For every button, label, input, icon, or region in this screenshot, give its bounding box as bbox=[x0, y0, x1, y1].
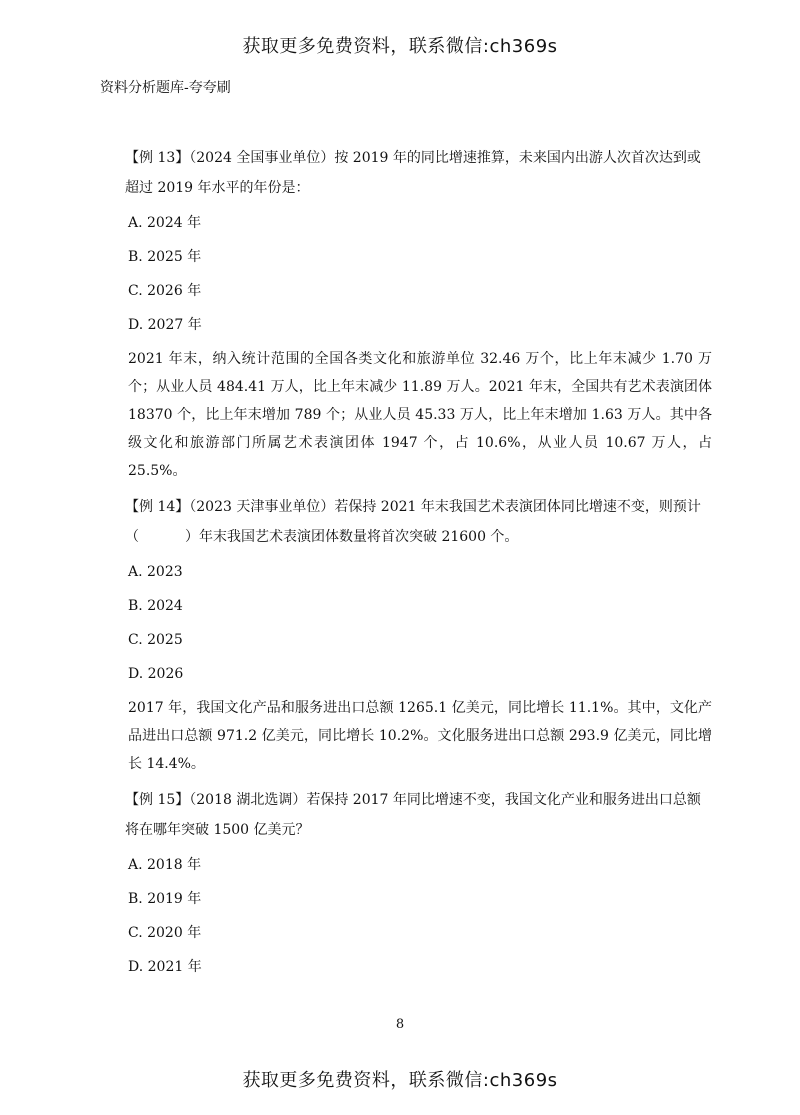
question-14-label: 【例 14】 bbox=[125, 499, 190, 515]
question-14-text-b: ）年末我国艺术表演团体数量将首次突破 21600 个。 bbox=[185, 529, 519, 545]
q14-option-b: B. 2024 bbox=[128, 598, 183, 614]
q13-option-a: A. 2024 年 bbox=[128, 215, 202, 231]
page-content bbox=[125, 143, 712, 987]
passage-culture-tourism: 2021 年末，纳入统计范围的全国各类文化和旅游单位 32.46 万个，比上年末减少 1.70 万个；从业人员 484.41 万人，比上年末减少 11.89 万人。2021 年末，全国共有艺术表演团体 18370 个，比上年末增加 789 个；从业人员 45.33 万人，比上年末增加 1.63 万人。其中各级文化和旅游部门所属艺术表演团体 1947 个，占 10.6%，从业人员 10.67 万人，占 25.5%。 bbox=[128, 351, 712, 479]
question-15-label: 【例 15】 bbox=[125, 792, 190, 808]
passage-cultural-trade: 2017 年，我国文化产品和服务进出口总额 1265.1 亿美元，同比增长 11.1%。其中，文化产品进出口总额 971.2 亿美元，同比增长 10.2%。文化服务进出口总额 293.9 亿美元，同比增长 14.4%。 bbox=[128, 700, 712, 772]
q13-option-c: C. 2026 年 bbox=[128, 283, 202, 299]
subheader: 资料分析题库-夸夸刷 bbox=[100, 80, 231, 96]
q15-option-a: A. 2018 年 bbox=[128, 857, 202, 873]
q13-option-d: D. 2027 年 bbox=[128, 317, 202, 333]
question-13-label: 【例 13】 bbox=[125, 150, 190, 166]
question-15-text: （2018 湖北选调）若保持 2017 年同比增速不变，我国文化产业和服务进出口总额将在哪年突破 1500 亿美元？ bbox=[125, 792, 701, 838]
page-number: 8 bbox=[395, 1017, 405, 1032]
question-14-text-a: （2023 天津事业单位）若保持 2021 年末我国艺术表演团体同比增速不变，则预计（ bbox=[125, 499, 701, 545]
q15-option-d: D. 2021 年 bbox=[128, 959, 202, 975]
q14-option-d: D. 2026 bbox=[128, 666, 184, 682]
question-15 bbox=[125, 785, 712, 845]
question-14 bbox=[125, 492, 712, 552]
question-13 bbox=[125, 143, 712, 203]
q14-option-a: A. 2023 bbox=[128, 564, 183, 580]
bottom-banner: 获取更多免费资料，联系微信:ch369s bbox=[242, 1070, 558, 1091]
q15-option-c: C. 2020 年 bbox=[128, 925, 202, 941]
q13-option-b: B. 2025 年 bbox=[128, 249, 202, 265]
q15-option-b: B. 2019 年 bbox=[128, 891, 202, 907]
q14-option-c: C. 2025 bbox=[128, 632, 183, 648]
question-13-text: （2024 全国事业单位）按 2019 年的同比增速推算，未来国内出游人次首次达到或超过 2019 年水平的年份是： bbox=[125, 150, 701, 196]
top-banner: 获取更多免费资料，联系微信:ch369s bbox=[242, 36, 558, 57]
